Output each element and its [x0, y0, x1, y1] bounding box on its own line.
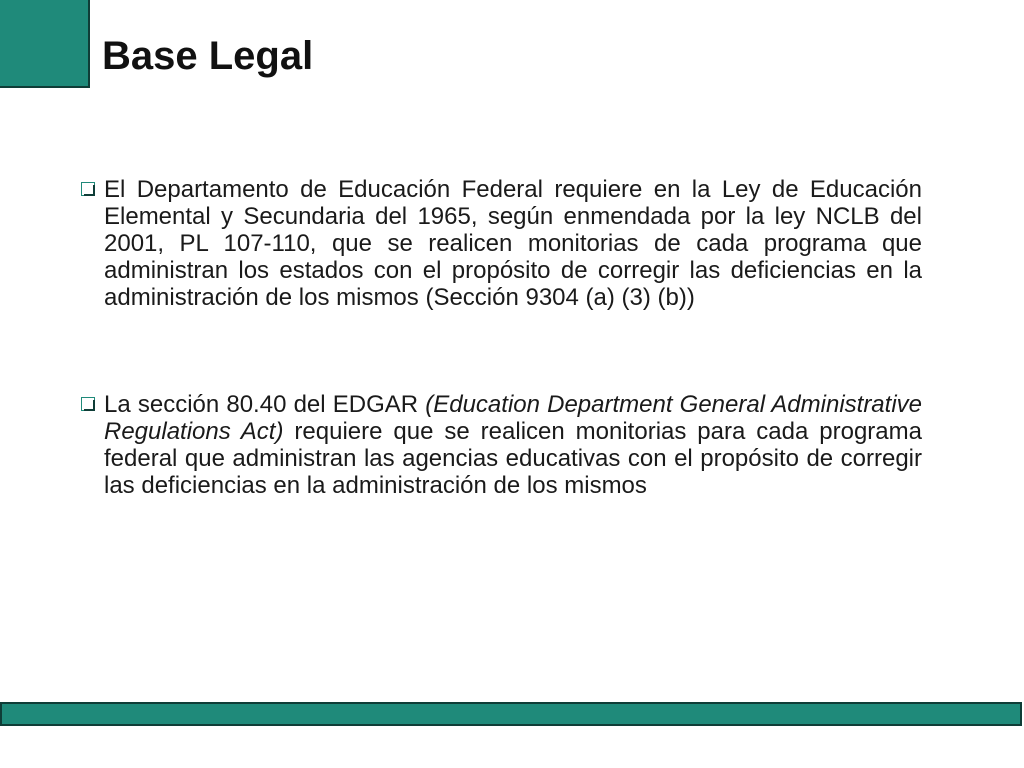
bullet-text-1: El Departamento de Educación Federal requiere en la Ley de Educación Elemental y Secundaria del 1965, según enmendada por la ley NCLB del 2001, PL 107-110, que se realicen monitorias de cada programa que administran los estados con el propósito de corregir las deficiencias en la administración de los mismos (Sección 9304 (a) (3) (b)): [104, 176, 922, 311]
bullet-item-1: [78, 176, 922, 311]
bullet-text-2-end: requiere que se realicen monitorias para cada programa federal que administran las agencias educativas con el propósito de corregir las deficiencias en la administración de los mismos: [104, 418, 922, 499]
slide-content: [78, 176, 922, 499]
bullet-item-2: [78, 391, 922, 499]
bottom-accent-bar: [0, 702, 1022, 726]
slide-title: Base Legal: [102, 34, 314, 78]
checkbox-bullet-icon: [81, 397, 95, 411]
corner-accent-block: [0, 0, 90, 88]
bullet-text-2-start: La sección 80.40 del EDGAR: [104, 391, 426, 418]
bullet-text-2-italic: (Education Department General Administrative Regulations Act): [104, 391, 923, 445]
checkbox-bullet-icon: [81, 182, 95, 196]
